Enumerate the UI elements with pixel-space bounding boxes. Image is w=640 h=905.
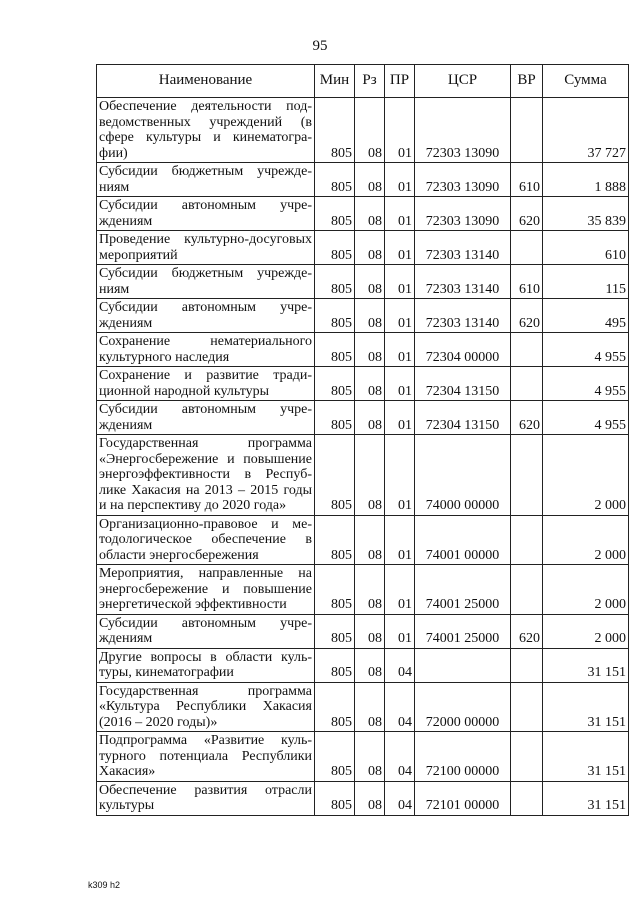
cell-name: Сохранение нематериального культурного наследия [97, 333, 315, 367]
cell-name: Субсидии бюджетным учрежде-ниям [97, 265, 315, 299]
cell-sum: 31 151 [543, 732, 629, 782]
cell-rz: 08 [355, 648, 385, 682]
cell-csr: 72304 00000 [415, 333, 511, 367]
cell-min: 805 [315, 781, 355, 815]
cell-min: 805 [315, 732, 355, 782]
cell-sum: 2 000 [543, 435, 629, 516]
table-header-row [97, 65, 629, 98]
cell-csr: 72303 13090 [415, 197, 511, 231]
cell-sum: 2 000 [543, 515, 629, 565]
cell-name: Обеспечение развития отрасли культуры [97, 781, 315, 815]
cell-rz: 08 [355, 614, 385, 648]
header-sum: Сумма [543, 65, 629, 98]
table-row [97, 265, 629, 299]
cell-pr: 01 [385, 197, 415, 231]
cell-name: Другие вопросы в области куль-туры, кинематографии [97, 648, 315, 682]
cell-name: Субсидии автономным учре-ждениям [97, 197, 315, 231]
cell-pr: 04 [385, 781, 415, 815]
cell-name: Мероприятия, направленные на энергосбережение и повышение энергетической эффективности [97, 565, 315, 615]
cell-pr: 01 [385, 435, 415, 516]
cell-min: 805 [315, 682, 355, 732]
cell-min: 805 [315, 231, 355, 265]
cell-vr [511, 98, 543, 163]
cell-name: Субсидии автономным учре-ждениям [97, 614, 315, 648]
cell-min: 805 [315, 401, 355, 435]
cell-rz: 08 [355, 163, 385, 197]
cell-csr: 72303 13090 [415, 98, 511, 163]
cell-pr: 04 [385, 682, 415, 732]
cell-vr: 610 [511, 265, 543, 299]
cell-pr: 01 [385, 614, 415, 648]
cell-min: 805 [315, 197, 355, 231]
table-row [97, 299, 629, 333]
cell-min: 805 [315, 435, 355, 516]
table-body [97, 98, 629, 816]
cell-pr: 04 [385, 648, 415, 682]
cell-rz: 08 [355, 682, 385, 732]
cell-vr [511, 367, 543, 401]
cell-rz: 08 [355, 231, 385, 265]
cell-min: 805 [315, 265, 355, 299]
cell-sum: 2 000 [543, 614, 629, 648]
cell-pr: 01 [385, 163, 415, 197]
cell-min: 805 [315, 333, 355, 367]
cell-pr: 01 [385, 98, 415, 163]
cell-sum: 610 [543, 231, 629, 265]
table-row [97, 515, 629, 565]
cell-pr: 01 [385, 565, 415, 615]
page-number: 95 [312, 38, 328, 54]
cell-sum: 4 955 [543, 367, 629, 401]
cell-csr: 72100 00000 [415, 732, 511, 782]
cell-min: 805 [315, 299, 355, 333]
cell-pr: 01 [385, 299, 415, 333]
cell-csr: 74000 00000 [415, 435, 511, 516]
cell-rz: 08 [355, 197, 385, 231]
cell-rz: 08 [355, 265, 385, 299]
cell-rz: 08 [355, 515, 385, 565]
cell-pr: 01 [385, 265, 415, 299]
cell-csr [415, 648, 511, 682]
cell-pr: 01 [385, 401, 415, 435]
cell-vr [511, 682, 543, 732]
table-row [97, 565, 629, 615]
cell-min: 805 [315, 163, 355, 197]
cell-rz: 08 [355, 565, 385, 615]
table-row [97, 614, 629, 648]
header-rz: Рз [355, 65, 385, 98]
cell-min: 805 [315, 98, 355, 163]
table-row [97, 163, 629, 197]
table-row [97, 435, 629, 516]
footer-code: k309 h2 [88, 880, 121, 890]
cell-pr: 04 [385, 732, 415, 782]
cell-vr [511, 781, 543, 815]
cell-csr: 72303 13140 [415, 231, 511, 265]
table-row [97, 648, 629, 682]
cell-min: 805 [315, 367, 355, 401]
table-row [97, 231, 629, 265]
cell-pr: 01 [385, 515, 415, 565]
cell-csr: 74001 25000 [415, 565, 511, 615]
cell-csr: 72304 13150 [415, 401, 511, 435]
cell-vr [511, 565, 543, 615]
cell-sum: 2 000 [543, 565, 629, 615]
cell-vr [511, 435, 543, 516]
cell-name: Сохранение и развитие тради-ционной народной культуры [97, 367, 315, 401]
cell-name: Субсидии автономным учре-ждениям [97, 299, 315, 333]
header-vr: ВР [511, 65, 543, 98]
cell-vr [511, 648, 543, 682]
cell-vr: 620 [511, 299, 543, 333]
cell-csr: 72303 13090 [415, 163, 511, 197]
cell-name: Государственная программа «Энергосбережение и повышение энергоэффективности в Респуб-лике Хакасия на 2013 – 2015 годы и на перспективу до 2020 года» [97, 435, 315, 516]
header-csr: ЦСР [415, 65, 511, 98]
cell-min: 805 [315, 515, 355, 565]
cell-name: Государственная программа «Культура Республики Хакасия (2016 – 2020 годы)» [97, 682, 315, 732]
cell-sum: 495 [543, 299, 629, 333]
cell-sum: 37 727 [543, 98, 629, 163]
cell-name: Обеспечение деятельности под-ведомственных учреждений (в сфере культуры и кинематогра-фии) [97, 98, 315, 163]
table-row [97, 781, 629, 815]
cell-rz: 08 [355, 781, 385, 815]
cell-vr: 620 [511, 614, 543, 648]
cell-name: Проведение культурно-досуговых мероприятий [97, 231, 315, 265]
cell-rz: 08 [355, 401, 385, 435]
cell-name: Субсидии автономным учре-ждениям [97, 401, 315, 435]
cell-name: Субсидии бюджетным учрежде-ниям [97, 163, 315, 197]
cell-csr: 72303 13140 [415, 265, 511, 299]
cell-name: Организационно-правовое и ме-тодологическое обеспечение в области энергосбережения [97, 515, 315, 565]
cell-csr: 72303 13140 [415, 299, 511, 333]
cell-sum: 31 151 [543, 781, 629, 815]
cell-vr [511, 732, 543, 782]
cell-pr: 01 [385, 367, 415, 401]
cell-vr: 620 [511, 197, 543, 231]
header-min: Мин [315, 65, 355, 98]
cell-vr [511, 231, 543, 265]
table-row [97, 732, 629, 782]
cell-sum: 4 955 [543, 401, 629, 435]
table-row [97, 682, 629, 732]
cell-vr [511, 515, 543, 565]
cell-sum: 31 151 [543, 648, 629, 682]
cell-pr: 01 [385, 333, 415, 367]
cell-min: 805 [315, 565, 355, 615]
cell-csr: 72304 13150 [415, 367, 511, 401]
cell-rz: 08 [355, 367, 385, 401]
cell-csr: 72101 00000 [415, 781, 511, 815]
cell-csr: 72000 00000 [415, 682, 511, 732]
cell-sum: 4 955 [543, 333, 629, 367]
header-pr: ПР [385, 65, 415, 98]
cell-rz: 08 [355, 732, 385, 782]
cell-min: 805 [315, 648, 355, 682]
cell-rz: 08 [355, 435, 385, 516]
cell-vr: 620 [511, 401, 543, 435]
cell-vr: 610 [511, 163, 543, 197]
table-row [97, 401, 629, 435]
cell-pr: 01 [385, 231, 415, 265]
table-row [97, 333, 629, 367]
header-name: Наименование [97, 65, 315, 98]
cell-sum: 35 839 [543, 197, 629, 231]
cell-rz: 08 [355, 333, 385, 367]
budget-table [96, 64, 629, 816]
table-row [97, 367, 629, 401]
cell-sum: 1 888 [543, 163, 629, 197]
cell-sum: 31 151 [543, 682, 629, 732]
cell-rz: 08 [355, 98, 385, 163]
cell-vr [511, 333, 543, 367]
cell-min: 805 [315, 614, 355, 648]
table-row [97, 197, 629, 231]
table-row [97, 98, 629, 163]
cell-name: Подпрограмма «Развитие куль-турного потенциала Республики Хакасия» [97, 732, 315, 782]
cell-rz: 08 [355, 299, 385, 333]
cell-sum: 115 [543, 265, 629, 299]
cell-csr: 74001 25000 [415, 614, 511, 648]
cell-csr: 74001 00000 [415, 515, 511, 565]
